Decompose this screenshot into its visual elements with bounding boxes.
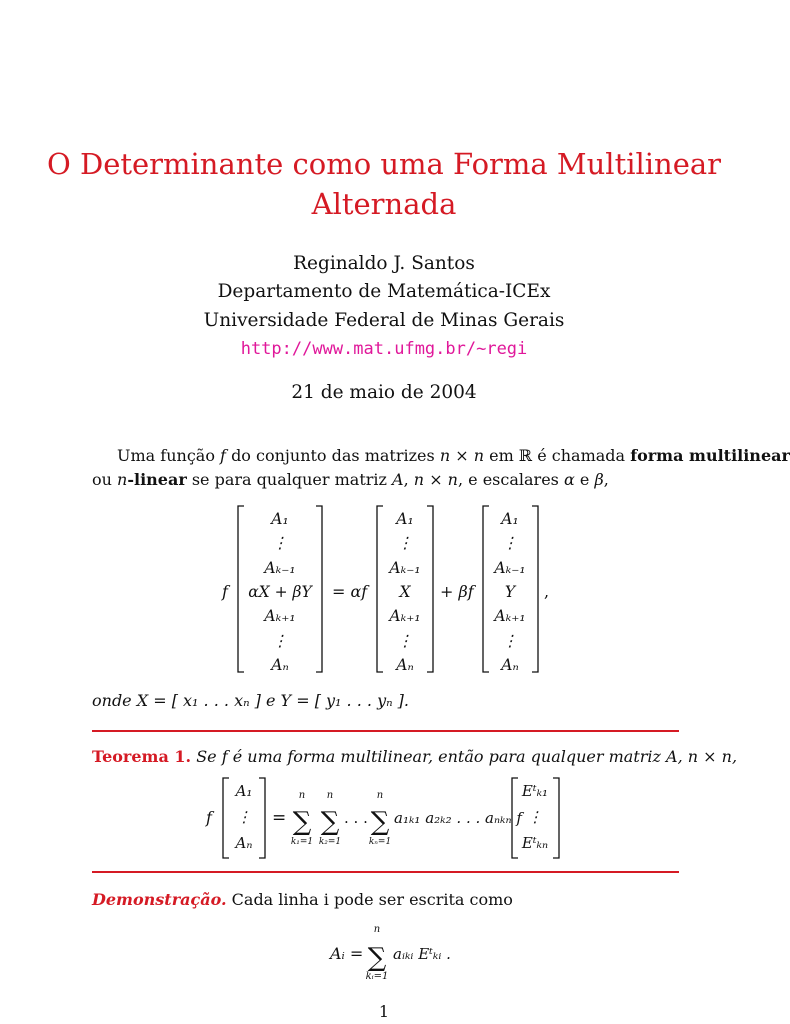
eq1-plus-beta-f: + βf xyxy=(440,582,474,601)
author-department: Departamento de Matemática-ICEx xyxy=(217,281,551,302)
matrix-entry: Eᵗₖ₁ xyxy=(521,782,549,800)
eq1-right-bracket-open xyxy=(483,506,489,672)
multilinear-equation xyxy=(0,500,768,680)
matrix-entry: ⋮ xyxy=(272,534,288,552)
matrix-entry: Aₙ xyxy=(235,834,253,852)
thm-right-bracket-close xyxy=(553,778,559,858)
proof-equation xyxy=(0,920,768,986)
matrix-entry: ⋮ xyxy=(397,534,413,552)
document-date: 21 de maio de 2004 xyxy=(291,382,477,403)
matrix-entry: Aₖ₋₁ xyxy=(264,559,296,577)
eq1-left-bracket-open xyxy=(238,506,244,672)
sum-upper-limit: n xyxy=(376,790,384,801)
matrix-entry: ⋮ xyxy=(397,632,413,650)
matrix-entry: ⋮ xyxy=(236,808,252,826)
thm-left-bracket-open xyxy=(223,778,229,858)
matrix-entry: Eᵗₖₙ xyxy=(521,834,549,852)
sigma-symbol: ∑ xyxy=(370,807,390,837)
thm-equals: = xyxy=(272,808,287,828)
theorem-bottom-rule xyxy=(92,871,679,873)
theorem-top-rule xyxy=(92,730,679,732)
proof-sum-top: n xyxy=(373,924,381,935)
matrix-entry: A₁ xyxy=(396,510,414,528)
intro-line-1: Uma função f do conjunto das matrizes n × n em ℝ é chamada forma multilinear xyxy=(117,446,790,465)
author-name: Reginaldo J. Santos xyxy=(293,253,475,274)
eq1-mid-column xyxy=(387,510,420,674)
thm-dots: . . . xyxy=(344,809,368,827)
eq1-right-bracket-close xyxy=(532,506,538,672)
theorem-statement: Teorema 1. Se f é uma forma multilinear, então para qualquer matriz A, n × n, xyxy=(92,747,738,766)
sum-lower-limit: k₂=1 xyxy=(318,837,342,847)
matrix-entry: Y xyxy=(504,583,516,601)
term-forma-multilinear: forma multilinear xyxy=(630,446,790,465)
matrix-entry: Aₙ xyxy=(396,656,414,674)
eq1-eq-alpha-f: = αf xyxy=(332,582,368,601)
author-university: Universidade Federal de Minas Gerais xyxy=(203,310,565,331)
sum-upper-limit: n xyxy=(326,790,334,801)
proof-rhs: aᵢₖᵢ Eᵗₖᵢ . xyxy=(393,945,451,963)
proof-sigma: ∑ xyxy=(367,943,387,973)
proof-statement: Demonstração. Cada linha i pode ser escrita como xyxy=(92,890,513,909)
eq1-right-column xyxy=(492,510,525,674)
eq1-left-column xyxy=(248,510,313,674)
author-url-link[interactable]: http://www.mat.ufmg.br/~regi xyxy=(240,339,528,359)
thm-left-bracket-close xyxy=(259,778,265,858)
onde-line: onde X = [ x₁ . . . xₙ ] e Y = [ y₁ . . . yₙ ]. xyxy=(92,691,410,710)
matrix-entry: A₁ xyxy=(271,510,289,528)
matrix-entry: ⋮ xyxy=(502,632,518,650)
matrix-entry: Aₖ₊₁ xyxy=(389,607,421,625)
matrix-entry: ⋮ xyxy=(272,632,288,650)
sigma-symbol: ∑ xyxy=(320,807,340,837)
term-n-linear: -linear xyxy=(127,470,187,489)
thm-f: f xyxy=(206,808,212,827)
proof-label: Demonstração. xyxy=(92,890,227,909)
matrix-entry: X xyxy=(399,583,411,601)
title-line-2: Alternada xyxy=(311,187,457,221)
matrix-entry: Aₙ xyxy=(271,656,289,674)
thm-coefficients: a₁ₖ₁ a₂ₖ₂ . . . aₙₖₙ f xyxy=(394,809,522,827)
eq1-f: f xyxy=(222,582,228,601)
eq1-mid-bracket-open xyxy=(377,506,383,672)
sum-upper-limit: n xyxy=(298,790,306,801)
sum-lower-limit: k₁=1 xyxy=(290,837,314,847)
matrix-entry: ⋮ xyxy=(527,808,543,826)
eq1-mid-bracket-close xyxy=(427,506,433,672)
thm-right-column xyxy=(521,782,548,852)
matrix-entry: Aₖ₊₁ xyxy=(494,607,526,625)
sigma-symbol: ∑ xyxy=(292,807,312,837)
matrix-entry: Aₖ₊₁ xyxy=(264,607,296,625)
matrix-entry: Aₖ₋₁ xyxy=(494,559,526,577)
matrix-entry: A₁ xyxy=(501,510,519,528)
intro-line-2: ou n-linear se para qualquer matriz A, n × n, e escalares α e β, xyxy=(92,470,609,489)
matrix-entry: ⋮ xyxy=(502,534,518,552)
proof-lhs: Aᵢ = xyxy=(330,944,364,963)
proof-sum-bottom: kᵢ=1 xyxy=(365,971,389,982)
matrix-entry: αX + βY xyxy=(248,583,312,601)
matrix-entry: Aₙ xyxy=(501,656,519,674)
theorem-label: Teorema 1. xyxy=(92,747,192,766)
sum-lower-limit: kₙ=1 xyxy=(368,837,392,847)
thm-summations xyxy=(291,790,391,847)
theorem-equation xyxy=(0,772,768,864)
eq1-comma: , xyxy=(544,582,550,601)
thm-left-column xyxy=(234,782,253,852)
matrix-entry: A₁ xyxy=(235,782,253,800)
page-number: 1 xyxy=(378,1002,390,1021)
matrix-entry: Aₖ₋₁ xyxy=(389,559,421,577)
title-line-1: O Determinante como uma Forma Multilinear xyxy=(46,147,722,181)
eq1-left-bracket-close xyxy=(316,506,322,672)
